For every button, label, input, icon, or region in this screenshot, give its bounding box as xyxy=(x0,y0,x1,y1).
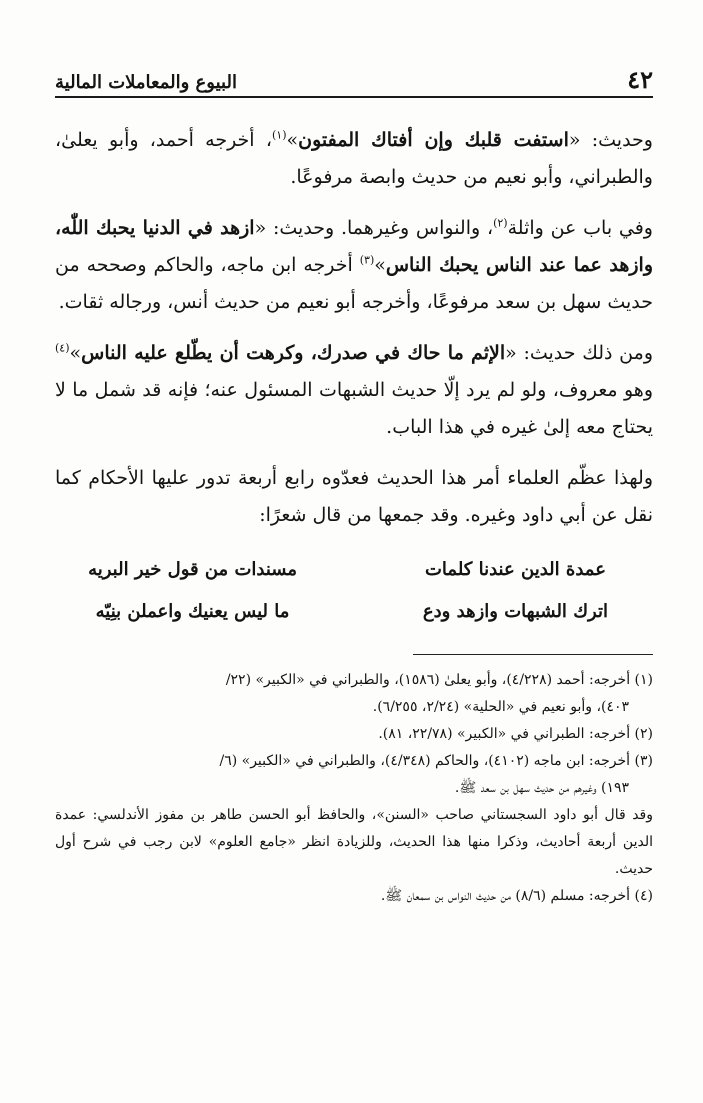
text-span: » xyxy=(286,129,299,151)
page-header xyxy=(55,58,653,98)
paragraph-4: ولهذا عظّم العلماء أمر هذا الحديث فعدّوه رابع أربعة تدور عليها الأحكام كما نقل عن أبي داود وغيره. وقد جمعها من قال شعرًا: xyxy=(55,467,653,526)
footnote-ref[interactable]: (٤) xyxy=(55,341,70,355)
poem-first-hemistich: اترك الشبهات وازهد ودع xyxy=(422,600,608,622)
poem-verse xyxy=(55,590,653,632)
poem-first-hemistich: عمدة الدين عندنا كلمات xyxy=(424,558,606,580)
text-span: » xyxy=(374,254,386,276)
text-span: أخرجه ابن ماجه، والحاكم وصححه من حديث سهل بن سعد مرفوعًا، وأخرجه أبو نعيم من حديث أنس، ورجاله ثقات. xyxy=(55,254,653,313)
poem-second-hemistich: مسندات من قول خير البريه xyxy=(88,558,297,580)
hadith-quote: استفت قلبك وإن أفتاك المفتون xyxy=(298,129,569,151)
text-span: وفي باب عن واثلة xyxy=(507,217,653,239)
footnote-ref[interactable]: (٣) xyxy=(359,253,375,267)
text-span: وهو معروف، ولو لم يرد إلّا حديث الشبهات المسئول عنه؛ فإنه قد شمل ما لا يحتاج معه إلىٰ غيره في هذا الباب. xyxy=(55,379,653,438)
text-span: ومن ذلك حديث: « xyxy=(505,342,653,364)
running-title: البيوع والمعاملات المالية xyxy=(55,72,237,93)
hadith-quote: الإثم ما حاك في صدرك، وكرهت أن يطّلع عليه الناس xyxy=(81,342,506,364)
footnote-ref[interactable]: (١) xyxy=(271,128,287,142)
footnote-1-continuation: ٤٠٣)، وأبو نعيم في «الحلية» (٢/٢٤، ٦/٢٥٥). xyxy=(372,699,629,715)
poem-second-hemistich: ما ليس يعنيك واعملن بنِيّه xyxy=(95,600,290,622)
main-text xyxy=(55,122,653,632)
page-number: ٤٢ xyxy=(627,65,653,94)
footnote-3-continuation: ١٩٣) وغيرهم من حديث سهل بن سعد ﷺ. xyxy=(454,780,629,796)
footnote-3: (٣) أخرجه: ابن ماجه (٤١٠٢)، والحاكم (٤/٣٤٨)، والطبراني في «الكبير» (٦/ xyxy=(219,753,653,769)
poem-verse xyxy=(55,548,653,590)
poem xyxy=(55,548,653,632)
footnote-ref[interactable]: (٢) xyxy=(493,216,508,230)
hadith-quote: ازهد في الدنيا يحبك اللّٰه، وازهد عما عند الناس يحبك الناس xyxy=(55,217,654,276)
paragraph-3 xyxy=(55,335,653,446)
text-span: » xyxy=(69,342,82,364)
footnote-separator xyxy=(413,654,653,655)
text-span: ، أخرجه أحمد، وأبو يعلىٰ، والطبراني، وأبو نعيم من حديث وابصة مرفوعًا. xyxy=(55,129,653,188)
footnote-4: (٤) أخرجه: مسلم (٨/٦) من حديث النواس بن سمعان ﷺ. xyxy=(380,888,653,904)
footnote-1: (١) أخرجه: أحمد (٤/٢٢٨)، وأبو يعلىٰ (١٥٨٦)، والطبراني في «الكبير» (٢٢/ xyxy=(225,672,653,688)
text-span: وحديث: « xyxy=(568,129,653,151)
paragraph-2 xyxy=(55,210,653,321)
footnote-3-note: وقد قال أبو داود السجستاني صاحب «السنن»، والحافظ أبو الحسن طاهر بن مفوز الأندلسي: عمدة الدين أربعة أحاديث، وذكرا منها هذا الحديث، وللزيادة انظر «جامع العلوم» لابن رجب في شرح أول حديث. xyxy=(55,807,653,877)
text-span: ، والنواس وغيرهما. وحديث: « xyxy=(254,217,494,239)
footnote-2: (٢) أخرجه: الطبراني في «الكبير» (٢٢/٧٨، ٨١). xyxy=(378,726,653,742)
paragraph-1 xyxy=(55,122,653,196)
book-page xyxy=(55,58,653,1088)
footnotes xyxy=(55,667,653,910)
